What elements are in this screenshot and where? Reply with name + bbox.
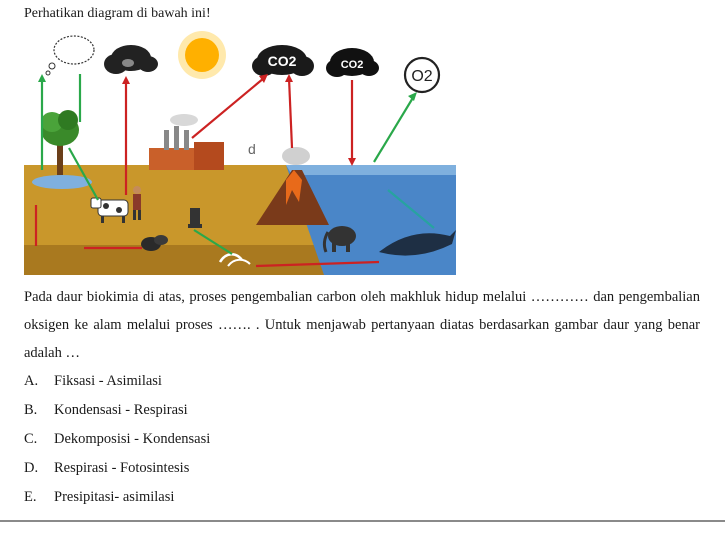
option-letter: D. [24,460,39,476]
carbon-cycle-diagram [24,30,456,275]
option-b[interactable] [24,396,210,425]
sea-surface [286,165,456,175]
option-text: Dekomposisi - Kondensasi [54,431,211,447]
pond [32,175,92,189]
option-text: Kondensasi - Respirasi [54,402,188,418]
option-a[interactable] [24,367,210,396]
option-text: Presipitasi- asimilasi [54,489,175,505]
option-letter: E. [24,489,37,505]
option-e[interactable] [24,483,210,512]
option-letter: B. [24,402,38,418]
option-letter: A. [24,373,39,389]
option-text: Respirasi - Fotosintesis [54,460,190,476]
option-letter: C. [24,431,38,447]
d-label: d [248,141,256,157]
option-c[interactable] [24,425,210,454]
o2-bubble [405,58,439,92]
bottom-divider [0,520,725,522]
sun-icon [178,31,226,79]
instruction-text: Perhatikan diagram di bawah ini! [24,6,211,21]
option-text: Fiksasi - Asimilasi [54,373,162,389]
question-text: Pada daur biokimia di atas, proses pengembalian carbon oleh makhluk hidup melalui ………… dan pengembalian oksigen ke alam melalui proses ……. . Untuk menjawab pertanyaan diatas berdasarkan gambar daur yang benar adalah … [24,289,700,361]
oil-pump-icon [188,208,202,228]
soil-deep-layer [24,245,324,275]
option-d[interactable] [24,454,210,483]
co2-label-b: CO2 [340,59,364,71]
answer-options [24,367,210,512]
o2-label: O2 [411,68,433,85]
co2-label-a: CO2 [267,53,297,69]
